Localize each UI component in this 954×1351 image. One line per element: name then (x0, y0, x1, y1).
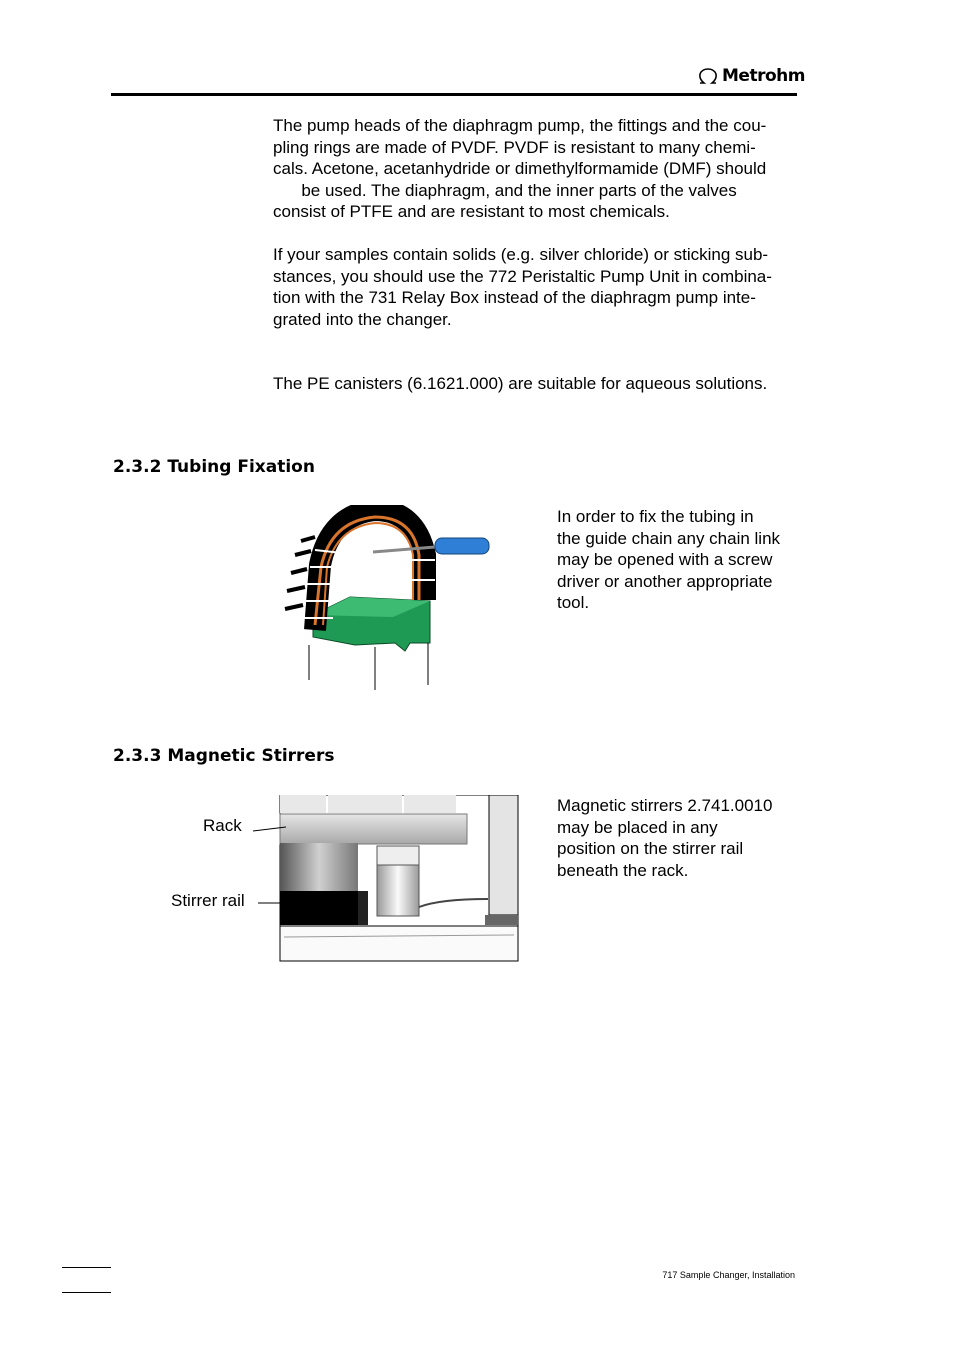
tubing-fixation-figure (275, 505, 495, 690)
paragraph-line: tion with the 731 Relay Box instead of the diaphragm pump inte- (273, 288, 756, 308)
magnetic-stirrer-figure (250, 795, 520, 965)
paragraph-line: cals. Acetone, acetanhydride or dimethylformamide (DMF) should (273, 159, 767, 179)
heading-magnetic-stirrers: 2.3.3 Magnetic Stirrers (113, 746, 335, 766)
paragraph-canisters: The PE canisters (6.1621.000) are suitable for aqueous solutions. (273, 374, 768, 393)
description-line: may be opened with a screw (557, 550, 773, 570)
description-line: Magnetic stirrers 2.741.0010 (557, 796, 773, 815)
description-line: the guide chain any chain link (557, 528, 781, 548)
paragraph-line: pling rings are made of PVDF. PVDF is resistant to many chemi- (273, 137, 756, 157)
description-line: may be placed in any (557, 817, 718, 837)
description-line: tool. (557, 593, 590, 613)
paragraph-line: be used. The diaphragm, and the inner parts of the valves (273, 180, 737, 200)
paragraph-line: stances, you should use the 772 Peristaltic Pump Unit in combina- (273, 266, 772, 286)
rack (280, 814, 467, 844)
stirrers-description (557, 795, 797, 881)
screwdriver-handle (435, 538, 489, 554)
logo-text: Metrohm (722, 66, 805, 86)
description-line: position on the stirrer rail (557, 839, 744, 859)
footer-rule (62, 1292, 111, 1293)
metrohm-logo (696, 66, 805, 86)
description-line: driver or another appropriate (557, 571, 773, 591)
footer-rule (62, 1267, 111, 1268)
label-stirrer-rail: Stirrer rail (171, 891, 245, 910)
description-line: beneath the rack. (557, 860, 689, 880)
footer-text: 717 Sample Changer, Installation (662, 1270, 795, 1280)
paragraph-line: grated into the changer. (273, 309, 452, 329)
description-line: In order to fix the tubing in (557, 507, 754, 526)
paragraph-line: consist of PTFE and are resistant to most chemicals. (273, 202, 670, 222)
paragraph-materials (273, 115, 793, 223)
paragraph-line: If your samples contain solids (e.g. silver chloride) or sticking sub- (273, 245, 769, 264)
stirrer-rail (280, 891, 368, 925)
tubing-description (557, 506, 797, 614)
heading-tubing-fixation: 2.3.2 Tubing Fixation (113, 457, 315, 477)
omega-icon (696, 67, 720, 85)
header-rule (111, 93, 797, 96)
paragraph-solids (273, 244, 793, 330)
label-rack: Rack (203, 816, 242, 835)
paragraph-line: The pump heads of the diaphragm pump, the fittings and the cou- (273, 116, 767, 135)
